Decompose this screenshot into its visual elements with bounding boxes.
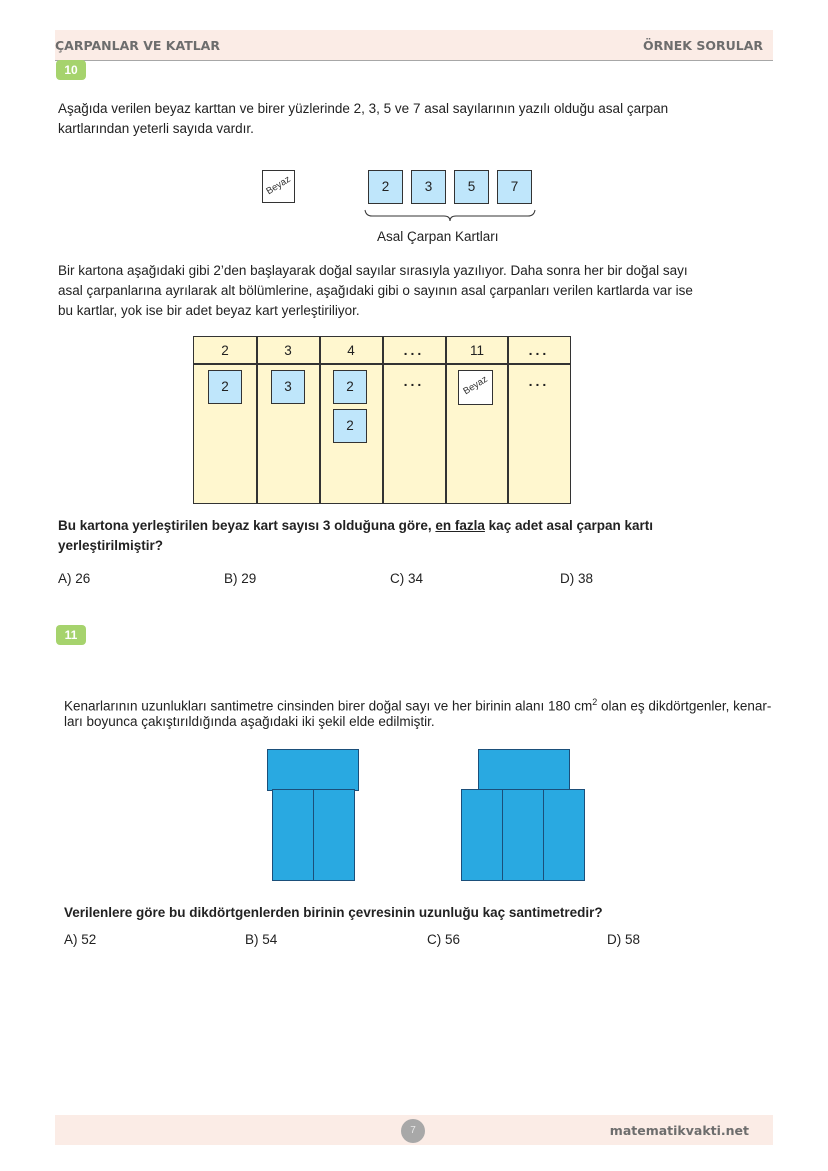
table-column-divider [256,336,258,504]
brace-icon [364,208,536,222]
option-b[interactable]: B) 29 [224,571,257,586]
table-header-cell: 11 [469,343,484,358]
prime-card: 2 [208,370,242,404]
q11-text-line2: ları boyunca çakıştırıldığında aşağıdaki iki şekil elde edilmiştir. [64,714,435,729]
q10-desc-line3: bu kartlar, yok ise bir adet beyaz kart yerleştiriliyor. [58,303,360,318]
table-ellipsis: ... [403,373,425,389]
site-name[interactable]: matematikvakti.net [609,1123,749,1138]
prime-card: 5 [454,170,489,204]
table-header-cell: ... [528,342,550,358]
prime-card: 3 [271,370,305,404]
question-number-badge: 11 [56,625,86,645]
q10-question-line1 [58,516,653,536]
option-d[interactable]: D) 38 [560,571,594,586]
white-card-label: Beyaz [461,373,490,398]
q10-question-line2: yerleştirilmiştir? [58,538,164,553]
question-number-badge: 10 [56,60,86,80]
table-column-divider [445,336,447,504]
prime-card: 2 [368,170,403,204]
table-column-divider [319,336,321,504]
q11-text-part2: olan eş dikdörtgenler, kenar- [597,698,772,714]
figure1-top-rectangle [267,749,359,791]
page-header [55,30,773,61]
q10-intro-line1: Aşağıda verilen beyaz karttan ve birer yüzlerinde 2, 3, 5 ve 7 asal sayılarının yazılı olduğu asal çarpan [58,101,669,116]
table-header-cell: 2 [221,343,229,358]
table-column-divider [382,336,384,504]
white-card [262,170,295,203]
prime-card: 7 [497,170,532,204]
option-c[interactable]: C) 56 [427,932,461,947]
q10-question-emphasis: en fazla [435,518,485,533]
prime-card: 3 [411,170,446,204]
option-a[interactable]: A) 26 [58,571,91,586]
q11-text-part1: Kenarlarının uzunlukları santimetre cinsinden birer doğal sayı ve her birinin alanı 180 cm [64,698,593,714]
figure2-top-rectangle [478,749,570,791]
q10-question-part1: Bu kartona yerleştirilen beyaz kart sayısı 3 olduğuna göre, [58,518,436,533]
q10-desc-line1: Bir kartona aşağıdaki gibi 2’den başlayarak doğal sayılar sırasıyla yazılıyor. Daha sonra her bir doğal sayı [58,263,688,278]
figure1-left-rectangle [272,789,314,881]
q10-question-part2: kaç adet asal çarpan kartı [484,518,654,533]
option-d[interactable]: D) 58 [607,932,641,947]
prime-cards-caption: Asal Çarpan Kartları [377,229,499,244]
prime-card: 2 [333,409,367,443]
q10-desc-line2: asal çarpanlarına ayrılarak alt bölümlerine, aşağıdaki gibi o sayının asal çarpanları verilen kartlarda var ise [58,283,693,298]
option-a[interactable]: A) 52 [64,932,97,947]
table-ellipsis: ... [528,373,550,389]
q11-superscript: 2 [592,697,598,707]
option-c[interactable]: C) 34 [390,571,424,586]
table-header-cell: ... [403,342,425,358]
figure2-left-rectangle [461,789,503,881]
figure2-middle-rectangle [502,789,544,881]
figure2-right-rectangle [543,789,585,881]
q10-intro-line2: kartlarından yeterli sayıda vardır. [58,121,254,136]
white-card [458,370,493,405]
chapter-title: ÇARPANLAR VE KATLAR [55,38,220,53]
figure1-right-rectangle [313,789,355,881]
table-column-divider [507,336,509,504]
table-header-cell: 3 [284,343,292,358]
white-card-label: Beyaz [264,173,293,198]
q11-question: Verilenlere göre bu dikdörtgenlerden birinin çevresinin uzunluğu kaç santimetredir? [64,905,603,920]
section-title: ÖRNEK SORULAR [643,38,763,53]
page-number: 7 [401,1119,425,1143]
option-b[interactable]: B) 54 [245,932,278,947]
page-footer [55,1115,773,1145]
prime-card: 2 [333,370,367,404]
table-header-cell: 4 [347,343,355,358]
